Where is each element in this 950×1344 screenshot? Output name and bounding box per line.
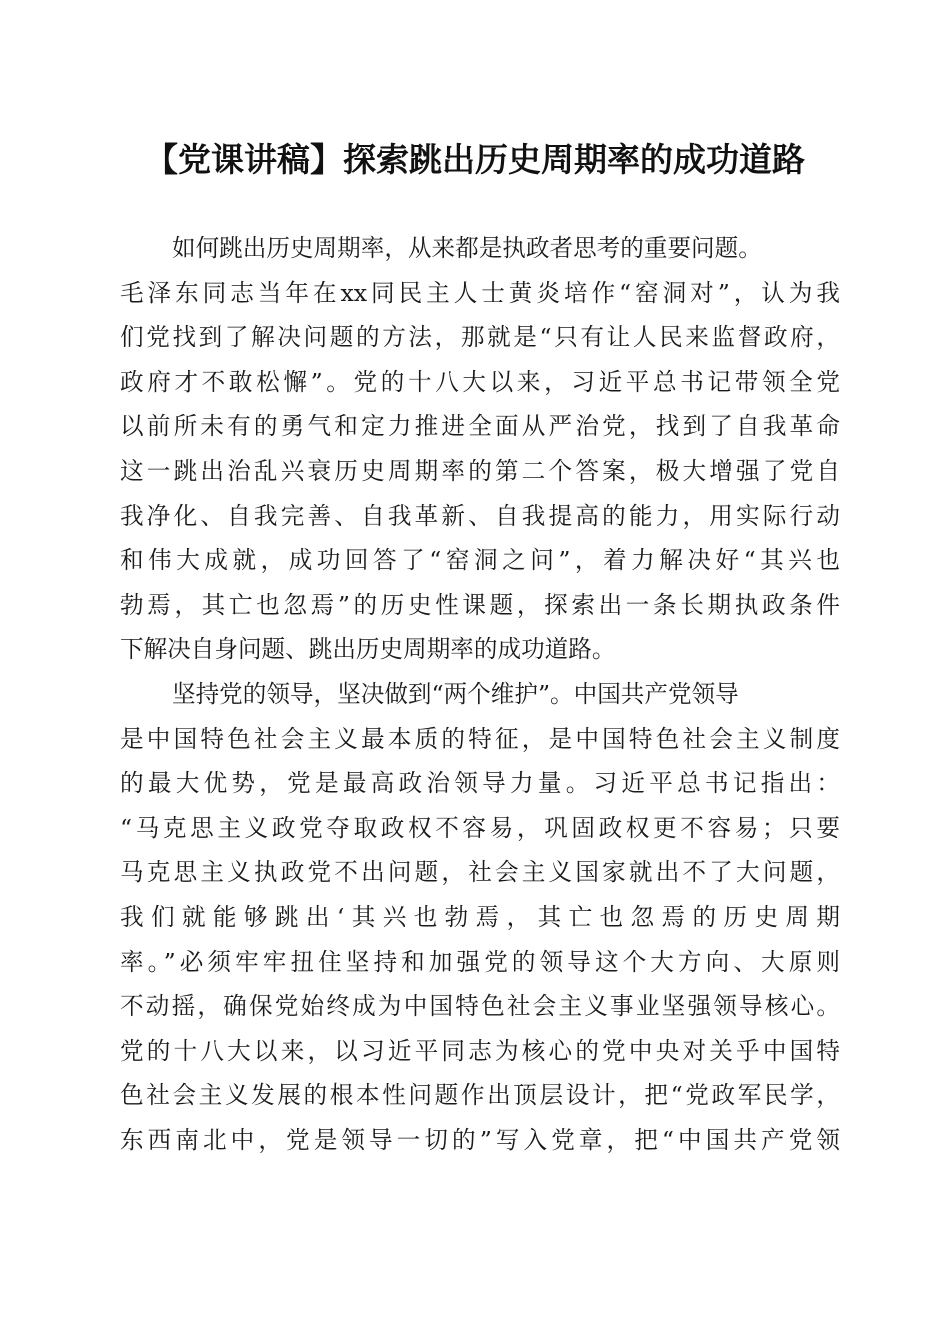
document-title: 【党课讲稿】探索跳出历史周期率的成功道路	[145, 140, 805, 179]
text-line: 以前所未有的勇气和定力推进全面从严治党，找到了自我革命	[120, 412, 840, 441]
text-line: 的最大优势，党是最高政治领导力量。习近平总书记指出：	[120, 769, 840, 798]
text-line: 毛泽东同志当年在xx同民主人士黄炎培作“窑洞对”，认为我	[120, 278, 840, 307]
text-line: 党的十八大以来，以习近平同志为核心的党中央对关乎中国特	[120, 1036, 840, 1065]
text-line: 坚持党的领导，坚决做到“两个维护”。中国共产党领导	[172, 679, 739, 708]
text-line: 率。”必须牢牢扭住坚持和加强党的领导这个大方向、大原则	[120, 947, 840, 976]
text-line: 如何跳出历史周期率，从来都是执政者思考的重要问题。	[172, 234, 762, 262]
text-line: “马克思主义政党夺取政权不容易，巩固政权更不容易；只要	[120, 813, 840, 842]
text-line: 下解决自身问题、跳出历史周期率的成功道路。	[120, 635, 616, 664]
text-line: 和伟大成就，成功回答了“窑洞之问”，着力解决好“其兴也	[120, 546, 840, 575]
document-body	[120, 226, 840, 1162]
text-line: 是中国特色社会主义最本质的特征，是中国特色社会主义制度	[120, 724, 840, 753]
paragraph-2	[120, 672, 840, 1163]
paragraph-1	[120, 226, 840, 672]
text-line: 政府才不敢松懈”。党的十八大以来，习近平总书记带领全党	[120, 367, 840, 396]
text-line: 勃焉，其亡也忽焉”的历史性课题，探索出一条长期执政条件	[120, 590, 840, 619]
text-line: 不动摇，确保党始终成为中国特色社会主义事业坚强领导核心。	[120, 992, 840, 1021]
text-line: 们党找到了解决问题的方法，那就是“只有让人民来监督政府，	[120, 323, 840, 352]
text-line: 色社会主义发展的根本性问题作出顶层设计，把“党政军民学，	[120, 1081, 840, 1110]
text-line: 我净化、自我完善、自我革新、自我提高的能力，用实际行动	[120, 501, 840, 530]
text-line: 马克思主义执政党不出问题，社会主义国家就出不了大问题，	[120, 858, 840, 887]
text-line: 这一跳出治乱兴衰历史周期率的第二个答案，极大增强了党自	[120, 456, 840, 485]
text-line: 我们就能够跳出‘其兴也勃焉，其亡也忽焉的历史周期	[120, 902, 840, 931]
text-line: 东西南北中，党是领导一切的”写入党章，把“中国共产党领	[120, 1125, 840, 1154]
